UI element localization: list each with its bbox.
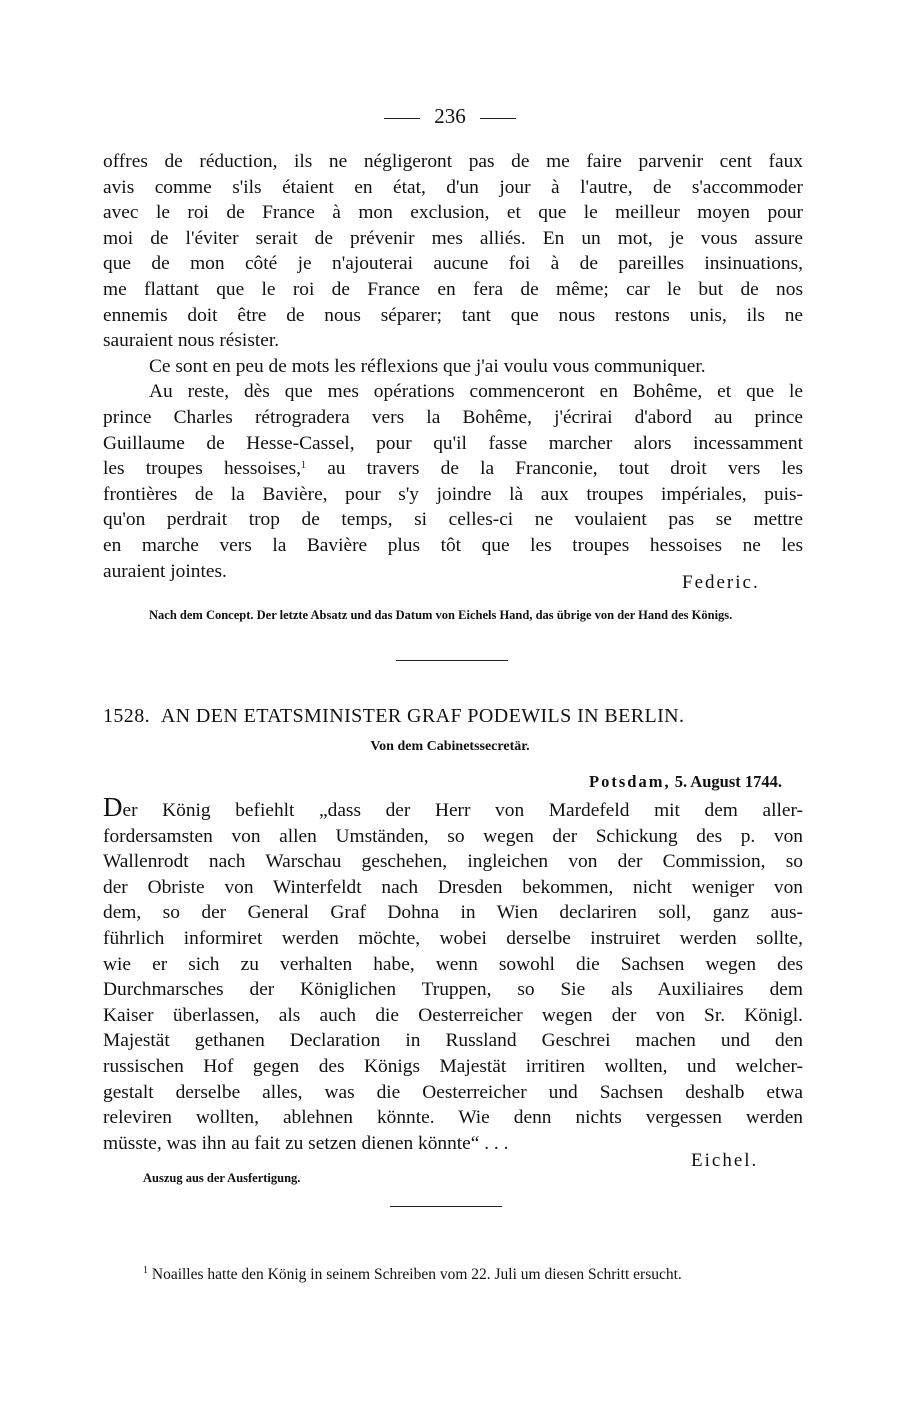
letter2-dropcap: D [103,792,123,822]
letter1-line: moi de l'éviter serait de prévenir mes alliés. En un mot, je vous assure [103,227,803,249]
letter1-body [103,149,803,584]
letter2-line: wie er sich zu verhalten habe, wenn sowohl die Sachsen wegen des [103,953,803,975]
letter1-line: que de mon côté je n'ajouterai aucune foi à de pareilles insinuations, [103,253,803,275]
letter2-number: 1528. [103,705,150,727]
section-divider [396,660,508,661]
letter2-body [103,792,803,1156]
letter1-line: sauraient nous résister. [103,330,280,352]
letter1-signature: Federic. [682,572,760,593]
letter2-source-note: Auszug aus der Ausfertigung. [143,1171,301,1185]
letter2-place-date [589,772,782,792]
letter1-line-with-footnote [103,456,803,482]
page-number: 236 [434,104,466,128]
letter1-line: Au reste, dès que mes opérations commenceront en Bohême, et que le [149,381,803,403]
letter2-line: Wallenrodt nach Warschau geschehen, ingleichen von der Commission, so [103,851,803,873]
letter2-last-line: müsste, was ihn au fait zu setzen dienen könnte“ . . . [103,1132,509,1154]
letter2-first-line [103,792,803,824]
letter1-line: frontières de la Bavière, pour s'y joindre là aux troupes impériales, puis- [103,483,803,505]
letter1-paragraph-2: Ce sont en peu de mots les réflexions que j'ai voulu vous communiquer. [149,355,706,377]
letter2-line: releviren wollten, ablehnen könnte. Wie denn nichts vergessen werden [103,1107,803,1129]
letter1-line: en marche vers la Bavière plus tôt que les troupes hessoises ne les [103,534,803,556]
letter2-place: Potsdam, [589,772,671,791]
footnote-reference[interactable]: 1 [301,460,307,472]
letter1-line-prefix: les troupes hessoises, [103,458,302,480]
letter2-line: Kaiser überlassen, als auch die Oesterreicher wegen der von Sr. Königl. [103,1004,803,1026]
letter2-line: der Obriste von Winterfeldt nach Dresden bekommen, nicht weniger von [103,876,803,898]
letter2-line: Durchmarsches der Königlichen Truppen, so Sie als Auxiliaires dem [103,979,803,1001]
letter2-date: 5. August 1744. [674,772,782,791]
letter1-line: qu'on perdrait trop de temps, si celles-ci ne voulaient pas se mettre [103,509,803,531]
letter2-heading [103,705,803,728]
footnote-text: Noailles hatte den König in seinem Schreiben vom 22. Juli um diesen Schritt ersucht. [151,1266,682,1283]
letter1-line: Guillaume de Hesse-Cassel, pour qu'il fasse marcher alors incessamment [103,432,803,454]
letter2-sender: Von dem Cabinetssecretär. [370,739,530,754]
letter2-title: AN DEN ETATSMINISTER GRAF PODEWILS IN BERLIN. [160,705,685,727]
letter1-source-note: Nach dem Concept. Der letzte Absatz und das Datum von Eichels Hand, das übrige von der Hand des Königs. [149,608,733,622]
footnote-marker: 1 [143,1265,148,1276]
letter1-line: me flattant que le roi de France en fera de même; car le but de nos [103,278,803,300]
letter2-line: russischen Hof gegen des Königs Majestät irritiren wollten, und welcher- [103,1055,803,1077]
letter2-line: Majestät gethanen Declaration in Russland Geschrei machen und den [103,1030,803,1052]
letter1-line-suffix: au travers de la Franconie, tout droit vers les [327,458,804,480]
letter1-line: prince Charles rétrogradera vers la Bohême, j'écrirai d'abord au prince [103,406,803,428]
letter2-signature: Eichel. [691,1150,759,1171]
letter2-first-line-rest: er König befiehlt „dass der Herr von Mardefeld mit dem aller- [122,800,803,821]
page-number-line [0,104,900,129]
letter1-line: auraient jointes. [103,560,227,582]
page-number-dash-left [384,118,420,119]
letter2-line: führlich informiret werden möchte, wobei derselbe instruiret werden sollte, [103,927,803,949]
letter1-line: offres de réduction, ils ne négligeront pas de me faire parvenir cent faux [103,151,803,172]
letter2-line: dem, so der General Graf Dohna in Wien declariren soll, ganz aus- [103,902,803,924]
page-number-dash-right [480,118,516,119]
letter2-line: gestalt derselbe alles, was die Oesterreicher und Sachsen deshalb etwa [103,1081,803,1103]
letter2-line: fordersamsten von allen Umständen, so wegen der Schickung des p. von [103,825,803,847]
letter1-line: avec le roi de France à mon exclusion, et que le meilleur moyen pour [103,202,803,224]
footnote [103,1265,803,1284]
letter1-line: ennemis doit être de nous séparer; tant que nous restons unis, ils ne [103,304,803,326]
letter1-line: avis comme s'ils étaient en état, d'un jour à l'autre, de s'accommoder [103,176,803,198]
section-divider [390,1206,502,1207]
